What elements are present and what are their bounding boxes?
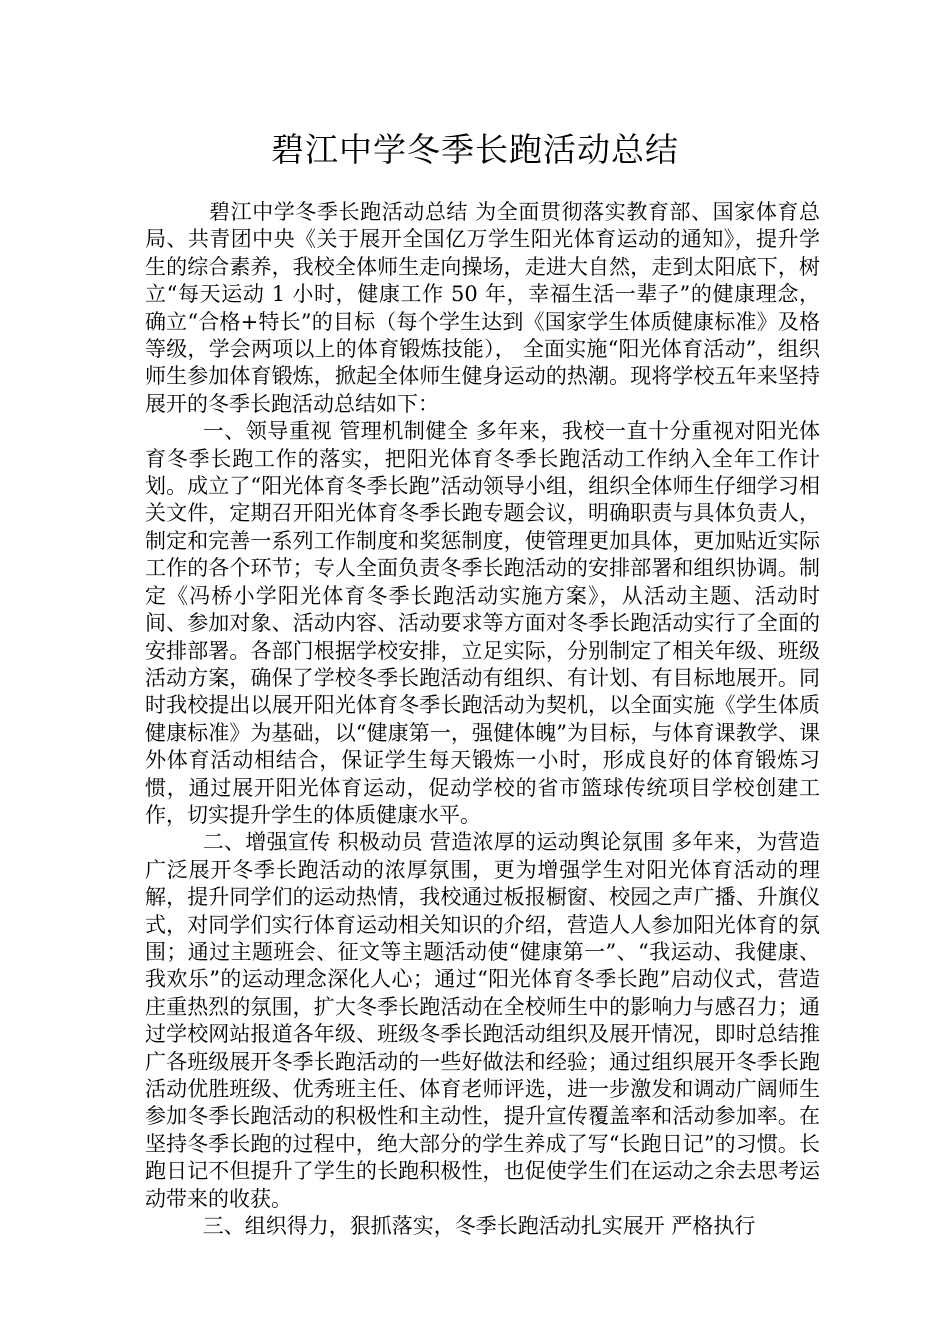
paragraph-section-1: 一、领导重视 管理机制健全 多年来，我校一直十分重视对阳光体育冬季长跑工作的落实，把阳光体育冬季长跑活动工作纳入全年工作计划。成立了“阳光体育冬季长跑”活动领导小组，组织全体师生仔细学习相关文件，定期召开阳光体育冬季长跑专题会议，明确职责与具体负责人，制定和完善一系列工作制度和奖惩制度，使管理更加具体，更加贴近实际工作的各个环节；专人全面负责冬季长跑活动的安排部署和组织协调。制定《冯桥小学阳光体育冬季长跑活动实施方案》，从活动主题、活动时间、参加对象、活动内容、活动要求等方面对冬季长跑活动实行了全面的安排部署。各部门根据学校安排，立足实际，分别制定了相关年级、班级活动方案，确保了学校冬季长跑活动有组织、有计划、有目标地展开。同时我校提出以展开阳光体育冬季长跑活动为契机，以全面实施《学生体质健康标准》为基础，以“健康第一，强健体魄”为目标，与体育课教学、课外体育活动相结合，保证学生每天锻炼一小时，形成良好的体育锻炼习惯，通过展开阳光体育运动，促动学校的省市篮球传统项目学校创建工作，切实提升学生的体质健康水平。 (145, 419, 820, 827)
document-body (145, 199, 820, 1240)
document-title: 碧江中学冬季长跑活动总结 (271, 130, 679, 169)
paragraph-intro: 碧江中学冬季长跑活动总结 为全面贯彻落实教育部、国家体育总局、共青团中央《关于展开全国亿万学生阳光体育运动的通知》，提升学生的综合素养，我校全体师生走向操场，走进大自然，走到太阳底下，树立“每天运动 1 小时，健康工作 50 年，幸福生活一辈子”的健康理念，确立“合格+特长”的目标（每个学生达到《国家学生体质健康标准》及格等级，学会两项以上的体育锻炼技能）， 全面实施“阳光体育活动”，组织师生参加体育锻炼，掀起全体师生健身运动的热潮。现将学校五年来坚持展开的冬季长跑活动总结如下： (145, 200, 820, 416)
paragraph-section-2: 二、增强宣传 积极动员 营造浓厚的运动舆论氛围 多年来，为营造广泛展开冬季长跑活动的浓厚氛围，更为增强学生对阳光体育活动的理解，提升同学们的运动热情，我校通过板报橱窗、校园之声广播、升旗仪式，对同学们实行体育运动相关知识的介绍，营造人人参加阳光体育的氛围；通过主题班会、征文等主题活动使“健康第一”、“我运动、我健康、我欢乐”的运动理念深化人心；通过“阳光体育冬季长跑”启动仪式，营造庄重热烈的氛围，扩大冬季长跑活动在全校师生中的影响力与感召力；通过学校网站报道各年级、班级冬季长跑活动组织及展开情况，即时总结推广各班级展开冬季长跑活动的一些好做法和经验；通过组织展开冬季长跑活动优胜班级、优秀班主任、体育老师评选，进一步激发和调动广阔师生参加冬季长跑活动的积极性和主动性，提升宣传覆盖率和活动参加率。在坚持冬季长跑的过程中，绝大部分的学生养成了写“长跑日记”的习惯。长跑日记不但提升了学生的长跑积极性，也促使学生们在运动之余去思考运动带来的收获。 (145, 830, 820, 1211)
paragraph-section-3: 三、组织得力，狠抓落实，冬季长跑活动扎实展开 严格执行 (202, 1214, 756, 1239)
